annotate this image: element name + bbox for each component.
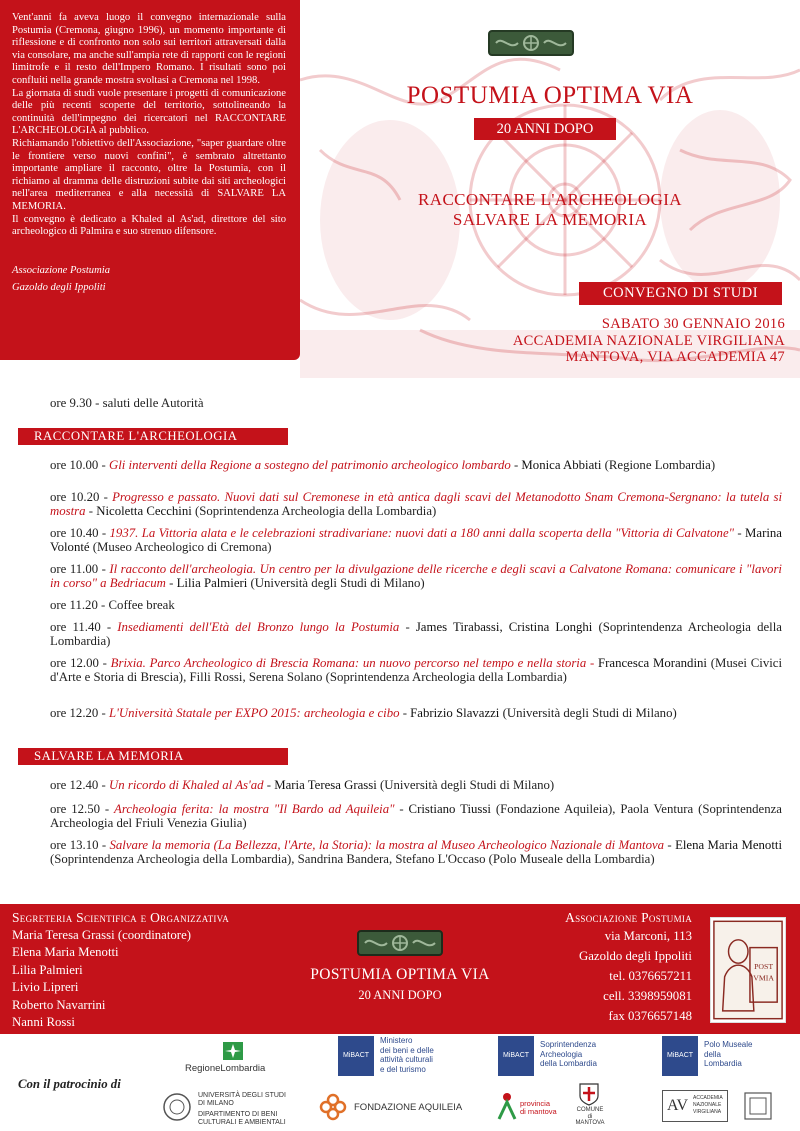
opening-item: ore 9.30 - saluti delle Autorità: [50, 396, 204, 410]
svg-text:POST: POST: [754, 962, 774, 972]
item-time: ore 11.20 - Coffee break: [50, 598, 175, 612]
subtitle-badge: 20 ANNI DOPO: [474, 118, 616, 140]
mibact-line: attività culturali: [380, 1055, 433, 1064]
fondazione-aquileia-logo: [318, 1092, 463, 1124]
item-title: Salvare la memoria (La Bellezza, l'Arte, la Storia): la mostra al Museo Archeologico Nazionale di Mantova: [109, 838, 665, 852]
accademia-line: NAZIONALE: [693, 1102, 722, 1108]
intro-paragraph: Il convegno è dedicato a Khaled al As'ad, direttore del sito archeologico di Palmira e suo strenuo difensore.: [12, 213, 286, 238]
intro-paragraph: Vent'anni fa aveva luogo il convegno internazionale sulla Postumia (Cremona, giugno 1996), un momento importante di riflessione e di confronto non solo sui territori attraversati dalla via consolare, ma anche sull'ampia rete di rapporti con le regioni limitrofe e il resto dell'Impero Romano. I risultati sono poi confluiti nella grande mostra svoltasi a Cremona nel 1998.: [12, 12, 287, 86]
intro-paragraph: La giornata di studi vuole presentare i progetti di comunicazione delle più recenti scoperte del territorio, sottolineando la continuità dell'impegno dei ricercatori nel RACCONTARE L'ARCHEOLOGIA al pubblico.: [12, 87, 286, 137]
item-sep: -: [85, 504, 97, 518]
mibact-line: Archeologia: [540, 1049, 583, 1059]
signature-line: Associazione Postumia: [12, 264, 110, 276]
accademia-line: ACCADEMIA: [693, 1095, 723, 1101]
program-item: [50, 778, 782, 792]
item-speakers: Monica Abbiati: [521, 458, 602, 472]
footer-subtitle: 20 ANNI DOPO: [358, 988, 442, 1002]
mibact-line: Polo Museale: [704, 1040, 753, 1049]
provincia-line: di mantova: [520, 1107, 557, 1116]
accademia-emblem-icon: [744, 1092, 772, 1120]
item-affil: (Soprintendenza Archeologia della Lombardia): [50, 620, 782, 648]
item-time: ore 11.00 -: [50, 562, 110, 576]
item-time: ore 12.50 -: [50, 802, 115, 816]
mibact-line: della Lombardia: [540, 1059, 597, 1068]
item-speakers: Fabrizio Slavazzi: [410, 706, 500, 720]
item-affil: (Fondazione Aquileia), Paola Ventura (Soprintendenza Archeologia del Friuli Venezia Giulia): [50, 802, 782, 830]
unimi-line: DI MILANO: [198, 1100, 234, 1107]
item-time: ore 12.20 -: [50, 706, 109, 720]
item-title: Il racconto dell'archeologia. Un centro per la divulgazione delle ricerche e degli scavi a Calvatone Romana: comunicare i "lavori in corso" a Bedriacum: [50, 562, 782, 590]
program-item: [50, 620, 782, 648]
association-contacts: [565, 909, 692, 1026]
item-sep: -: [399, 620, 416, 634]
regione-cross-icon: [223, 1042, 243, 1060]
unimi-line: UNIVERSITÀ DEGLI STUDI: [198, 1092, 286, 1099]
program-item: [50, 838, 782, 866]
item-sep: -: [399, 706, 411, 720]
aquileia-name: FONDAZIONE AQUILEIA: [354, 1102, 463, 1113]
hero: [0, 0, 800, 378]
provincia-figure-icon: [496, 1092, 518, 1120]
contact-line: via Marconi, 113: [604, 929, 692, 943]
item-sep: -: [734, 526, 746, 540]
contact-line: fax 0376657148: [608, 1009, 692, 1023]
program-item: [50, 656, 782, 684]
item-affil: (Università degli Studi di Milano): [376, 778, 555, 792]
item-speakers: Lilia Palmieri: [176, 576, 248, 590]
item-affil: (Musei Civici d'Arte e Storia di Brescia), Filli Rossi, Serena Solano (Soprintendenza Archeologia della Lombardia): [50, 656, 783, 684]
mibact-line: Lombardia: [704, 1059, 742, 1068]
event-info: [513, 316, 785, 366]
provincia-line: provincia: [520, 1099, 551, 1108]
comune-crest-icon: [578, 1082, 600, 1106]
footer-title: POSTUMIA OPTIMA VIA: [310, 966, 490, 983]
secretariat-member: Maria Teresa Grassi (coordinatore): [12, 927, 192, 942]
unimi-seal-icon: [162, 1092, 192, 1122]
contact-line: tel. 0376657211: [609, 969, 692, 983]
mibact-mark: MiBACT: [338, 1036, 374, 1076]
intro-paragraph: Richiamando l'obiettivo dell'Associazione, "saper guardare oltre le frontiere verso nuovi confini", è sembrato altrettanto importante ampliare il racconto, oltre la Postumia, con il richiamo al dramma delle distruzioni subite dai siti archeologici nell'area mediterranea e alla necessità di SALVARE LA MEMORIA.: [12, 137, 286, 212]
secretariat-member: Livio Lipreri: [12, 980, 79, 994]
program-item: [50, 802, 782, 830]
accademia-virgiliana-logo: [662, 1090, 780, 1126]
item-time: ore 10.00 -: [50, 458, 109, 472]
program-item: [50, 490, 782, 518]
item-sep: -: [263, 778, 275, 792]
item-time: ore 12.00 -: [50, 656, 111, 670]
item-title: Brixia. Parco Archeologico di Brescia Romana: un nuovo percorso nel tempo e nella storia -: [110, 656, 595, 670]
secretariat-member: Lilia Palmieri: [12, 962, 83, 977]
mibact-line: dei beni e delle: [380, 1045, 434, 1055]
item-title: Progresso e passato. Nuovi dati sul Cremonese in età antica dagli scavi del Metanodotto Snam Cremona-Sergnano: la tutela si mostra: [50, 490, 782, 518]
item-title: L'Università Statale per EXPO 2015: archeologia e cibo: [109, 706, 400, 720]
item-sep: -: [664, 838, 676, 852]
item-title: Insediamenti dell'Età del Bronzo lungo la Postumia: [117, 620, 400, 634]
secretariat-member: Roberto Navarrini: [12, 997, 106, 1012]
provincia-mantova-logo: [496, 1088, 566, 1128]
item-title: Archeologia ferita: la mostra "Il Bardo ad Aquileia": [114, 802, 395, 816]
main-title: POSTUMIA OPTIMA VIA: [406, 82, 694, 109]
event-date: SABATO 30 GENNAIO 2016: [601, 316, 785, 332]
mibact-line: e del turismo: [380, 1064, 426, 1074]
item-speakers: James Tirabassi, Cristina Longhi: [415, 620, 593, 634]
mibact-mark: MiBACT: [662, 1036, 698, 1076]
item-speakers: Maria Teresa Grassi: [274, 778, 377, 792]
association-heading: Associazione Postumia: [565, 910, 692, 925]
convegno-badge: CONVEGNO DI STUDI: [579, 282, 782, 305]
item-speakers: Cristiano Tiussi: [408, 802, 491, 816]
item-sep: -: [394, 802, 409, 816]
item-time: ore 12.40 -: [50, 778, 109, 792]
item-speakers: Nicoletta Cecchini: [96, 504, 192, 518]
item-title: 1937. La Vittoria alata e le celebrazioni stradivariane: nuovi dati a 180 anni dalla scoperta della "Vittoria di Calvatone": [109, 526, 734, 540]
patrons-strip: [0, 1034, 800, 1131]
secretariat-heading: Segreteria Scientifica e Organizzativa: [12, 910, 230, 925]
item-time: ore 10.40 -: [50, 526, 110, 540]
item-affil: (Regione Lombardia): [601, 458, 716, 472]
program-item: [50, 458, 782, 472]
event-address: MANTOVA, VIA ACCADEMIA 47: [565, 349, 785, 365]
item-affil: (Museo Archeologico di Cremona): [89, 540, 272, 554]
mibact-polo-museale-logo: [662, 1036, 772, 1082]
svg-text:VMIA: VMIA: [753, 973, 774, 983]
section-salvare: SALVARE LA MEMORIA: [18, 748, 288, 765]
item-affil: (Università degli Studi di Milano): [499, 706, 677, 720]
signature-line: Gazoldo degli Ippoliti: [12, 281, 106, 293]
intro-text-box: [0, 0, 300, 360]
contact-line: Gazoldo degli Ippoliti: [578, 949, 692, 963]
mibact-ministero-logo: [338, 1036, 448, 1082]
comune-mantova-logo: [570, 1082, 610, 1130]
program-item: [50, 526, 782, 554]
theme-line: RACCONTARE L'ARCHEOLOGIA: [418, 190, 682, 209]
association-stamp-icon: [710, 917, 786, 1023]
mibact-line: Soprintendenza: [540, 1040, 597, 1049]
secretariat-member: Elena Maria Menotti: [12, 945, 119, 959]
item-time: ore 10.20 -: [50, 490, 113, 504]
comune-line: di: [587, 1113, 593, 1120]
item-time: ore 13.10 -: [50, 838, 110, 852]
footer-brand: [290, 928, 510, 1003]
accademia-mark: AV: [667, 1097, 689, 1114]
theme-heading: [300, 190, 800, 230]
intro-signature: [12, 261, 286, 295]
program-item: [50, 598, 782, 612]
item-affil: (Soprintendenza Archeologia della Lombardia), Sandrina Bandera, Stefano L'Occaso (Polo Museale della Lombardia): [50, 852, 655, 866]
mibact-line: Ministero: [380, 1036, 413, 1045]
program-item: [50, 706, 782, 720]
postumia-logo-icon: [488, 28, 574, 58]
item-time: ore 11.40 -: [50, 620, 118, 634]
item-title: Un ricordo di Khaled al As'ad: [109, 778, 264, 792]
secretariat: [12, 909, 229, 1032]
regione-lombardia-logo: [185, 1042, 295, 1072]
aquileia-flower-icon: [318, 1092, 348, 1122]
unimi-logo: [162, 1090, 312, 1130]
mibact-mark: MiBACT: [498, 1036, 534, 1076]
contact-line: cell. 3398959081: [603, 989, 692, 1003]
comune-line: MANTOVA: [575, 1120, 605, 1126]
mibact-line: della: [704, 1049, 721, 1059]
section-raccontare: RACCONTARE L'ARCHEOLOGIA: [18, 428, 288, 445]
comune-line: COMUNE: [576, 1107, 604, 1113]
footer: [0, 904, 800, 1034]
unimi-line: CULTURALI E AMBIENTALI: [198, 1119, 286, 1126]
regione-name: RegioneLombardia: [185, 1063, 266, 1074]
secretariat-member: Nanni Rossi: [12, 1015, 75, 1029]
patronage-label: Con il patrocinio di: [18, 1077, 121, 1091]
item-speakers: Marina Volonté: [50, 526, 782, 554]
unimi-line: DIPARTIMENTO DI BENI: [198, 1111, 278, 1118]
item-affil: (Università degli Studi di Milano): [247, 576, 425, 590]
theme-line: SALVARE LA MEMORIA: [452, 210, 648, 229]
item-speakers: Francesca Morandini: [598, 656, 707, 670]
item-speakers: Elena Maria Menotti: [675, 838, 782, 852]
item-sep: -: [510, 458, 522, 472]
event-venue: ACCADEMIA NAZIONALE VIRGILIANA: [512, 332, 785, 349]
item-title: Gli interventi della Regione a sostegno del patrimonio archeologico lombardo: [109, 458, 511, 472]
accademia-line: VIRGILIANA: [693, 1109, 722, 1115]
mibact-soprintendenza-logo: [498, 1036, 608, 1082]
item-sep: -: [165, 576, 177, 590]
program-item: [50, 562, 782, 590]
item-affil: (Soprintendenza Archeologia della Lombardia): [191, 504, 437, 518]
postumia-logo-icon: [355, 928, 445, 958]
